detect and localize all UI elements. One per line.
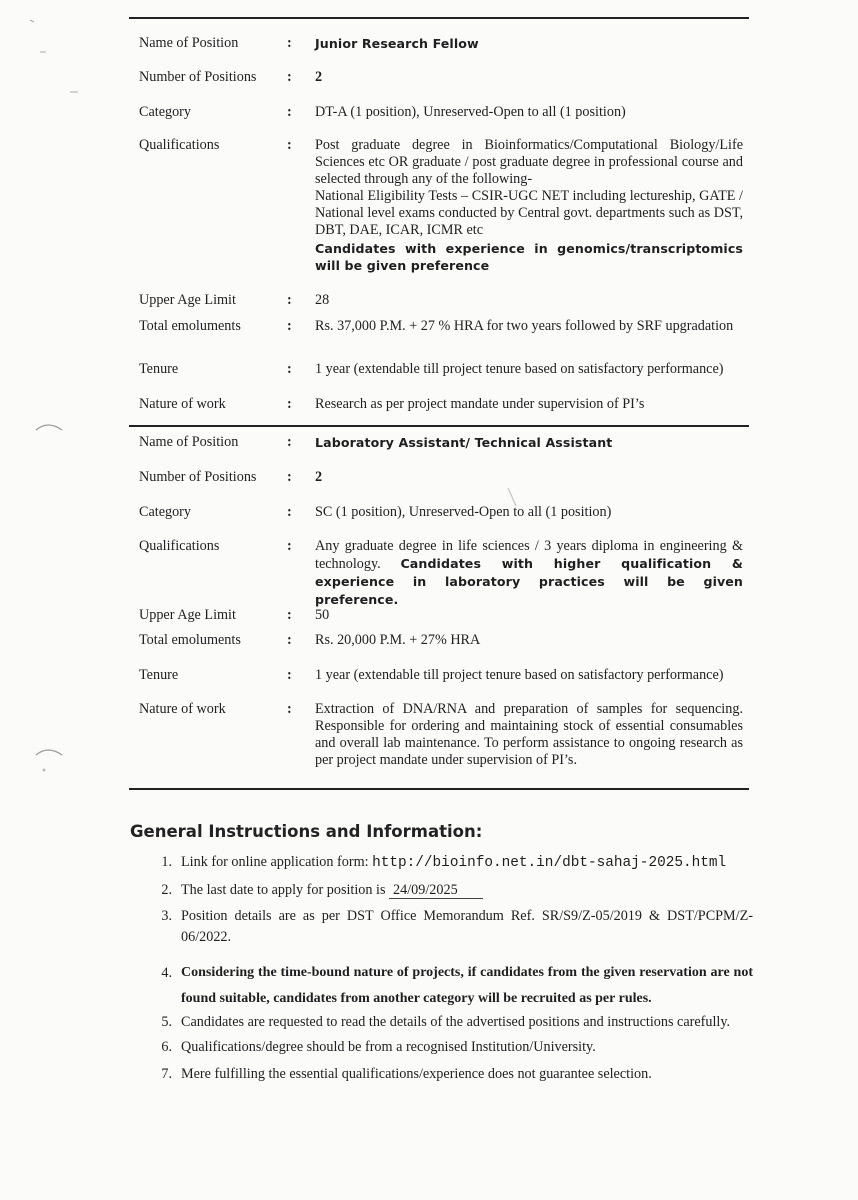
colon: :	[287, 69, 292, 85]
colon: :	[287, 137, 292, 153]
category-value: SC (1 position), Unreserved-Open to all (1 position)	[315, 504, 612, 520]
colon: :	[287, 361, 292, 377]
last-date-value: 24/09/2025	[389, 882, 483, 899]
scan-speck	[43, 769, 46, 772]
item-text: Candidates are requested to read the details of the advertised positions and instructions carefully.	[181, 1014, 731, 1030]
row-label: Total emoluments	[139, 632, 241, 648]
position-name: Laboratory Assistant/ Technical Assistant	[315, 435, 613, 450]
tenure-value: 1 year (extendable till project tenure based on satisfactory performance)	[315, 667, 724, 683]
last-date-label: The last date to apply for position is	[181, 882, 390, 898]
item-number: 7.	[161, 1066, 172, 1082]
row-label: Name of Position	[139, 35, 239, 51]
row-label: Upper Age Limit	[139, 607, 236, 623]
tenure-value: 1 year (extendable till project tenure based on satisfactory performance)	[315, 361, 724, 377]
item-text: Qualifications/degree should be from a recognised Institution/University.	[181, 1039, 596, 1055]
emoluments-value: Rs. 37,000 P.M. + 27 % HRA for two years followed by SRF upgradation	[315, 318, 734, 334]
instructions-heading: General Instructions and Information:	[130, 822, 483, 841]
item-number: 4.	[161, 965, 172, 981]
punch-hole-mark	[36, 425, 62, 430]
colon: :	[287, 434, 292, 450]
row-label: Number of Positions	[139, 469, 257, 485]
scan-speck	[30, 20, 34, 22]
item-text: Mere fulfilling the essential qualifications/experience does not guarantee selection.	[181, 1066, 652, 1082]
colon: :	[287, 632, 292, 648]
qualification-text: Any graduate degree in life sciences / 3 years diploma in engineering & technology.	[315, 538, 743, 572]
punch-hole-mark	[36, 750, 62, 755]
colon: :	[287, 35, 292, 51]
scan-speck	[508, 488, 516, 506]
row-label: Upper Age Limit	[139, 292, 236, 308]
colon: :	[287, 701, 292, 717]
position-count: 2	[315, 69, 323, 85]
age-limit-value: 28	[315, 292, 330, 308]
category-value: DT-A (1 position), Unreserved-Open to all (1 position)	[315, 104, 626, 120]
row-label: Category	[139, 104, 192, 120]
colon: :	[287, 607, 292, 623]
row-label: Tenure	[139, 361, 179, 377]
row-label: Number of Positions	[139, 69, 257, 85]
colon: :	[287, 504, 292, 520]
row-label: Nature of work	[139, 396, 226, 412]
item-number: 5.	[161, 1014, 172, 1030]
item-text: Considering the time-bound nature of projects, if candidates from the given reservation are not found suitable, candidates from another category will be recruited as per rules.	[181, 965, 753, 1006]
position-name: Junior Research Fellow	[315, 36, 479, 51]
row-label: Qualifications	[139, 538, 220, 554]
link-label: Link for online application form:	[181, 854, 373, 870]
colon: :	[287, 538, 292, 554]
position-count: 2	[315, 469, 323, 485]
application-form-link[interactable]: http://bioinfo.net.in/dbt-sahaj-2025.html	[372, 855, 727, 871]
preference-note: Candidates with higher qualification & experience in laboratory practices will be given preference.	[315, 556, 743, 607]
colon: :	[287, 104, 292, 120]
item-number: 2.	[161, 882, 172, 898]
row-label: Name of Position	[139, 434, 239, 450]
item-number: 1.	[161, 854, 172, 870]
row-label: Tenure	[139, 667, 179, 683]
emoluments-value: Rs. 20,000 P.M. + 27% HRA	[315, 632, 481, 648]
item-number: 3.	[161, 908, 172, 924]
nature-of-work-value: Extraction of DNA/RNA and preparation of samples for sequencing. Responsible for ordering and maintaining stock of essential consumables and overall lab maintenance. To perform assistance to ongoing research as per project mandate under supervision of PI’s.	[315, 701, 743, 768]
row-label: Category	[139, 504, 192, 520]
nature-of-work-value: Research as per project mandate under supervision of PI’s	[315, 396, 645, 412]
item-number: 6.	[161, 1039, 172, 1055]
colon: :	[287, 396, 292, 412]
qualification-text: Post graduate degree in Bioinformatics/Computational Biology/Life Sciences etc OR graduate / post graduate degree in professional course and selected through any of the following-	[315, 137, 743, 187]
colon: :	[287, 318, 292, 334]
row-label: Nature of work	[139, 701, 226, 717]
item-text: Position details are as per DST Office Memorandum Ref. SR/S9/Z-05/2019 & DST/PCPM/Z-06/2022.	[181, 908, 753, 945]
row-label: Total emoluments	[139, 318, 241, 334]
age-limit-value: 50	[315, 607, 330, 623]
colon: :	[287, 469, 292, 485]
qualification-text: National Eligibility Tests – CSIR-UGC NET including lectureship, GATE / National level exams conducted by Central govt. departments such as DST, DBT, DAE, ICAR, ICMR etc	[315, 188, 743, 238]
preference-note: Candidates with experience in genomics/transcriptomics will be given preference	[315, 241, 743, 273]
colon: :	[287, 667, 292, 683]
colon: :	[287, 292, 292, 308]
row-label: Qualifications	[139, 137, 220, 153]
